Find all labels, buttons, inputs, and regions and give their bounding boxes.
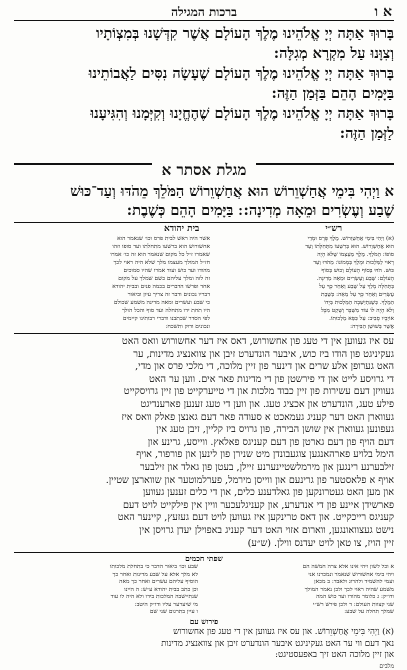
beit-yehuda-line: מהודו ועד כוש ועוד אמרו שהיו סמוכים [123,268,210,274]
rashi-line: בַּתְּחִלָּה מָלַךְ עַל שֶׁבַע וְאַחַר כָּךְ עַל [319,284,394,290]
beit-yehuda-line: שאמרו ז״ל כל מקום שנאמר הוא זה כו׳ אמרו [110,252,210,258]
translation-line: זיין הויז, צו טאן לויט יעדנס ווילן. (ש״ע) [247,537,394,549]
section-label: שפתי חכמים [185,554,223,564]
rashi-line: עֶשְׂרִים וְאַחַר כָּךְ עַל מֵאָה: כְּשֶׁבֶת [321,292,394,298]
footnote-line: א וכל לשון ויהי אינו אלא צרה חמשה הם [302,564,394,571]
chapter-heading [14,148,394,182]
beit-yehuda-line: אחשורוש הוא ברשעו מתחלתו ועד סופו וזהו [112,244,210,250]
commentary-columns [14,235,394,331]
rashi-line: הוּא אֲחַשְׁוֵרוֹשׁ. הוּא בְּרִשְׁעוֹ מִתְּחִלָּתוֹ וְעַד [305,244,394,250]
rashi-heading: רש״י [325,224,342,234]
beit-yehuda-line: דבריו נכונים ודבר זה צריך עיון וביאור [127,292,210,298]
footnote-line: ודו״ק: ג כלומר מהודו ועד כוש המה [316,594,394,601]
beit-yehuda-line: חז״ל המולך מעצמו מלך שלא היה ראוי לכך [113,260,210,266]
rashi-line: וְלֹא הָיָה לוֹ עוֹד מִשְׁבָּר וְשָׁקֵט מִכָּל [320,308,394,314]
blessing-line: בַּיָּמִים הָהֵם בַּזְּמַן הַזֶּה: [271,85,394,102]
verse-line: א וַיְהִי בִּימֵי אֲחַשְׁוֵרוֹשׁ הוּא אֲחַשְׁוֵרוֹשׁ הַמֹּלֵךְ מֵהֹדּוּ וְעַד־כּוּשׁ [70,183,394,200]
bottom-section-label: פירוש עם [189,617,219,627]
beit-yehuda-line: אשר היה ראש לבית פרס וכו׳ שנאמר הוא [117,236,210,242]
rashi-line: הַמֶּלֶךְ. כְּשֶׁנִּתְיַשְּׁבָה הַמַּלְכוּת בְּיָדוֹ [324,300,394,306]
translation-line: די גרויסע לייט און די פירשטן פון די מדינות פאר אים. ווען ער האט [149,373,394,385]
translation-line: דעם הויף פון דעם גארטן פון דעם קעניגס פאלאץ. ווייסע, גרינע און [147,436,394,448]
blessings-block [14,24,394,144]
footnote-line: מי שיערער עליו ודו״ק היטב: [134,601,198,608]
rashi-line: סוֹפוֹ: הַמֹּלֵךְ. מֶלֶךְ מֵעַצְמוֹ שֶׁלֹּא הָיָה [317,252,394,258]
divider [14,333,394,334]
bottom-commentary-line: (א) וַיְהִי בִּימֵי אֲחַשְׁוֵרוֹשׁ. און עס איז געווען אין די טעג פון אחשורוש [173,627,394,638]
rashi-line: הָעוֹלָם: שֶׁבַע וְעֶשְׂרִים וּמֵאָה מְדִינָה. [316,276,394,282]
bottom-commentary [14,627,394,662]
bottom-commentary-line: און זיין מלוכה האט זיך באפעסטיגט: [275,650,394,661]
translation-line: און מען האט געטרונקען פון גאלדענע כלים, און די כלים זענען געווען [142,487,394,499]
translation-line: געוויזן דעם עשירות פון זיין כבוד מלכות און די טייערקייט פון זיין גרויסקייט [123,386,394,398]
translation-line: הימל בלויע פארהאנגען צוגעבונדן מיט שנירן פון לינען און פורפור, אויף [136,449,394,461]
rashi-column [224,235,394,331]
verse-line: שֶׁבַע וְעֶשְׂרִים וּמֵאָה מְדִינָה: ׃ בַּיָּמִים הָהֵם כְּשֶׁבֶת: [126,202,394,219]
beit-yehuda-heading: בית יהודא [164,224,200,234]
running-title: ברכות המגילה [171,5,237,19]
rashi-line: רָאוּי לַמַּלְכוּת וּמָלַךְ בְּמָמוֹנוֹ: מֵהֹדּוּ וְעַד [313,260,394,266]
translation-line: אויף א פלאסטער פון גרינעם און ווייסן מירמל, פערלמוטער און שווארצן שטיין. [105,474,394,486]
divider [14,552,394,553]
beit-yehuda-line: זה לזה ומלך עליהם כשם שמלך על מקום [118,276,210,282]
footer-signature: מלבים [379,662,394,670]
beit-yehuda-column [14,235,210,331]
footnote-line: שמלך תחלה על שבע: [344,609,394,616]
beit-yehuda-line: כי שבע ועשרים ומאה מדינה משמע שכולם [113,300,210,306]
verse-text [14,182,394,220]
footnote-line: ועמי להשמיד ולהרוג ולאבד: ב מכאן [314,579,394,586]
blessing-line: בָּרוּךְ אַתָּה יְיָ אֱלֹהֵינוּ מֶלֶךְ הָעוֹלָם שֶׁהֶחֱיָנוּ וְקִיְּמָנוּ וְהִגִּיעָנוּ [90,105,394,122]
translation-line: קעניגס רייכקייט. און דאס טרינקען איז געווען לויט דעם געזעץ, קיינער האט [117,512,394,524]
translation-line: פארשידן איינע פון די אנדערע, און קעניגלעכער וויין אין פילקייט לויט דעם [122,499,394,511]
translation-line: האט גערופן אלע שרים און דינער פון זיין מלוכה, די מלכי פרס און מדי, [135,361,394,373]
footnote-line: משמע שהיה ראוי לכך ולכן נאמר המולך [304,586,394,593]
rashi-line: (א) וַיְהִי בִּימֵי אֲחַשְׁוֵרוֹשׁ. מֶלֶךְ פָּרָס וּמָדַי [307,236,394,242]
page [14,4,394,670]
beit-yehuda-line: לפי הסדר שכתבנו ודברי רבותינו קיימים [122,316,210,322]
footnote-line: הוסיף עליהם עשרים ואחר כך מאה [119,579,198,586]
rashi-line: כּוּשׁ. הֹדּוּ בְּסוֹף הָעוֹלָם וְכוּשׁ בְּסוֹף [321,268,394,274]
running-header [14,4,394,21]
beit-yehuda-line: אחד ופרשו הדברים בכמה פנים ובבית יהודא [112,284,210,290]
footnote-line: שנתיישבה המלכות בידו ולא היה לו עוד [110,594,198,601]
footnote-line: שני קצוות העולם: ד ולכן פירש רש״י [312,601,394,608]
translation-line: נישט געצוואונגען, ווארום אזוי האט דער קעניג באפוילן יעדן גרויסן אין [139,524,394,536]
footnote-line: ו עיין בתרגום שני שם [149,609,198,616]
rashi-line: אוֹיְבָיו סָבִיב: עַל כִּסֵּא מַלְכוּתוֹ. [329,316,394,322]
translation-line: זילבערנע רינגען און מירמלשטיינערנע זיילן, בעטן פון גאלד און זילבער [139,461,394,473]
folio-number: א ו [374,4,392,20]
footnote-line: ויהי בימי אחשורוש שנאמר ונמכרנו אני [308,571,394,578]
translation-line: געקיניגט פון הודו ביז כוש, איבער הונדערט זיבן און צוואנציג מדינות, ער [133,348,394,360]
blessing-line: בָּרוּךְ אַתָּה יְיָ אֱלֹהֵינוּ מֶלֶךְ הָעוֹלָם אֲשֶׁר קִדְּשָׁנוּ בְּמִצְוֹתָיו [95,25,394,42]
rashi-line: אֲשֶׁר בְּשׁוּשַׁן הַבִּירָה: [350,324,394,330]
footnote-line: לא מלך אלא על שבע מדינות ואחר כך [112,571,198,578]
footnote-columns [14,564,394,616]
beit-yehuda-line: ונכונים ודוק ותשכח: [165,324,210,330]
translation-line: עס איז געווען אין די טעג פון אחשורוש, דאס איז דער אחשורוש וואס האט [121,336,394,347]
blessing-line: בָּרוּךְ אַתָּה יְיָ אֱלֹהֵינוּ מֶלֶךְ הָעוֹלָם שֶׁעָשָׂה נִסִּים לַאֲבוֹתֵינוּ [88,65,394,82]
commentary-heads [14,223,394,235]
blessing-line: וְצִוָּנוּ עַל מִקְרָא מְגִלָּה: [273,45,394,62]
beit-yehuda-line: היו תחת ידו מתחלה ועד סוף והכל הולך [121,308,210,314]
translation-line: פילע טעג, הונדערט און אכציג טעג. און ווען די טעג זענען פארענדיגט [140,398,394,410]
translation-block [14,336,394,550]
chapter-title: מגלת אסתר א [152,161,257,179]
translation-line: געווארן האט דער קעניג געמאכט א סעודה פאר דעם גאנצן פאלק וואס איז [121,411,394,423]
bottom-commentary-line: נאך דעם ווי ער האט געקיניגט איבער הונדערט זיבן און צוואנציג מדינות [161,638,394,649]
translation-line: געפונען געווארן אין שושן הבירה, פון גרויס ביז קליין, זיבן טעג אין [156,424,394,436]
footnote-line: וכן כתב בבית יהודא ע״ש: ה היינו [124,586,198,593]
footnote-column-right [210,564,394,617]
footnote-column-left [14,564,198,617]
blessing-line: לַזְּמַן הַזֶּה: [339,125,394,142]
footnote-line: שבע וכו׳ ביאור הדבר כי בתחלת מלכותו [109,564,198,571]
